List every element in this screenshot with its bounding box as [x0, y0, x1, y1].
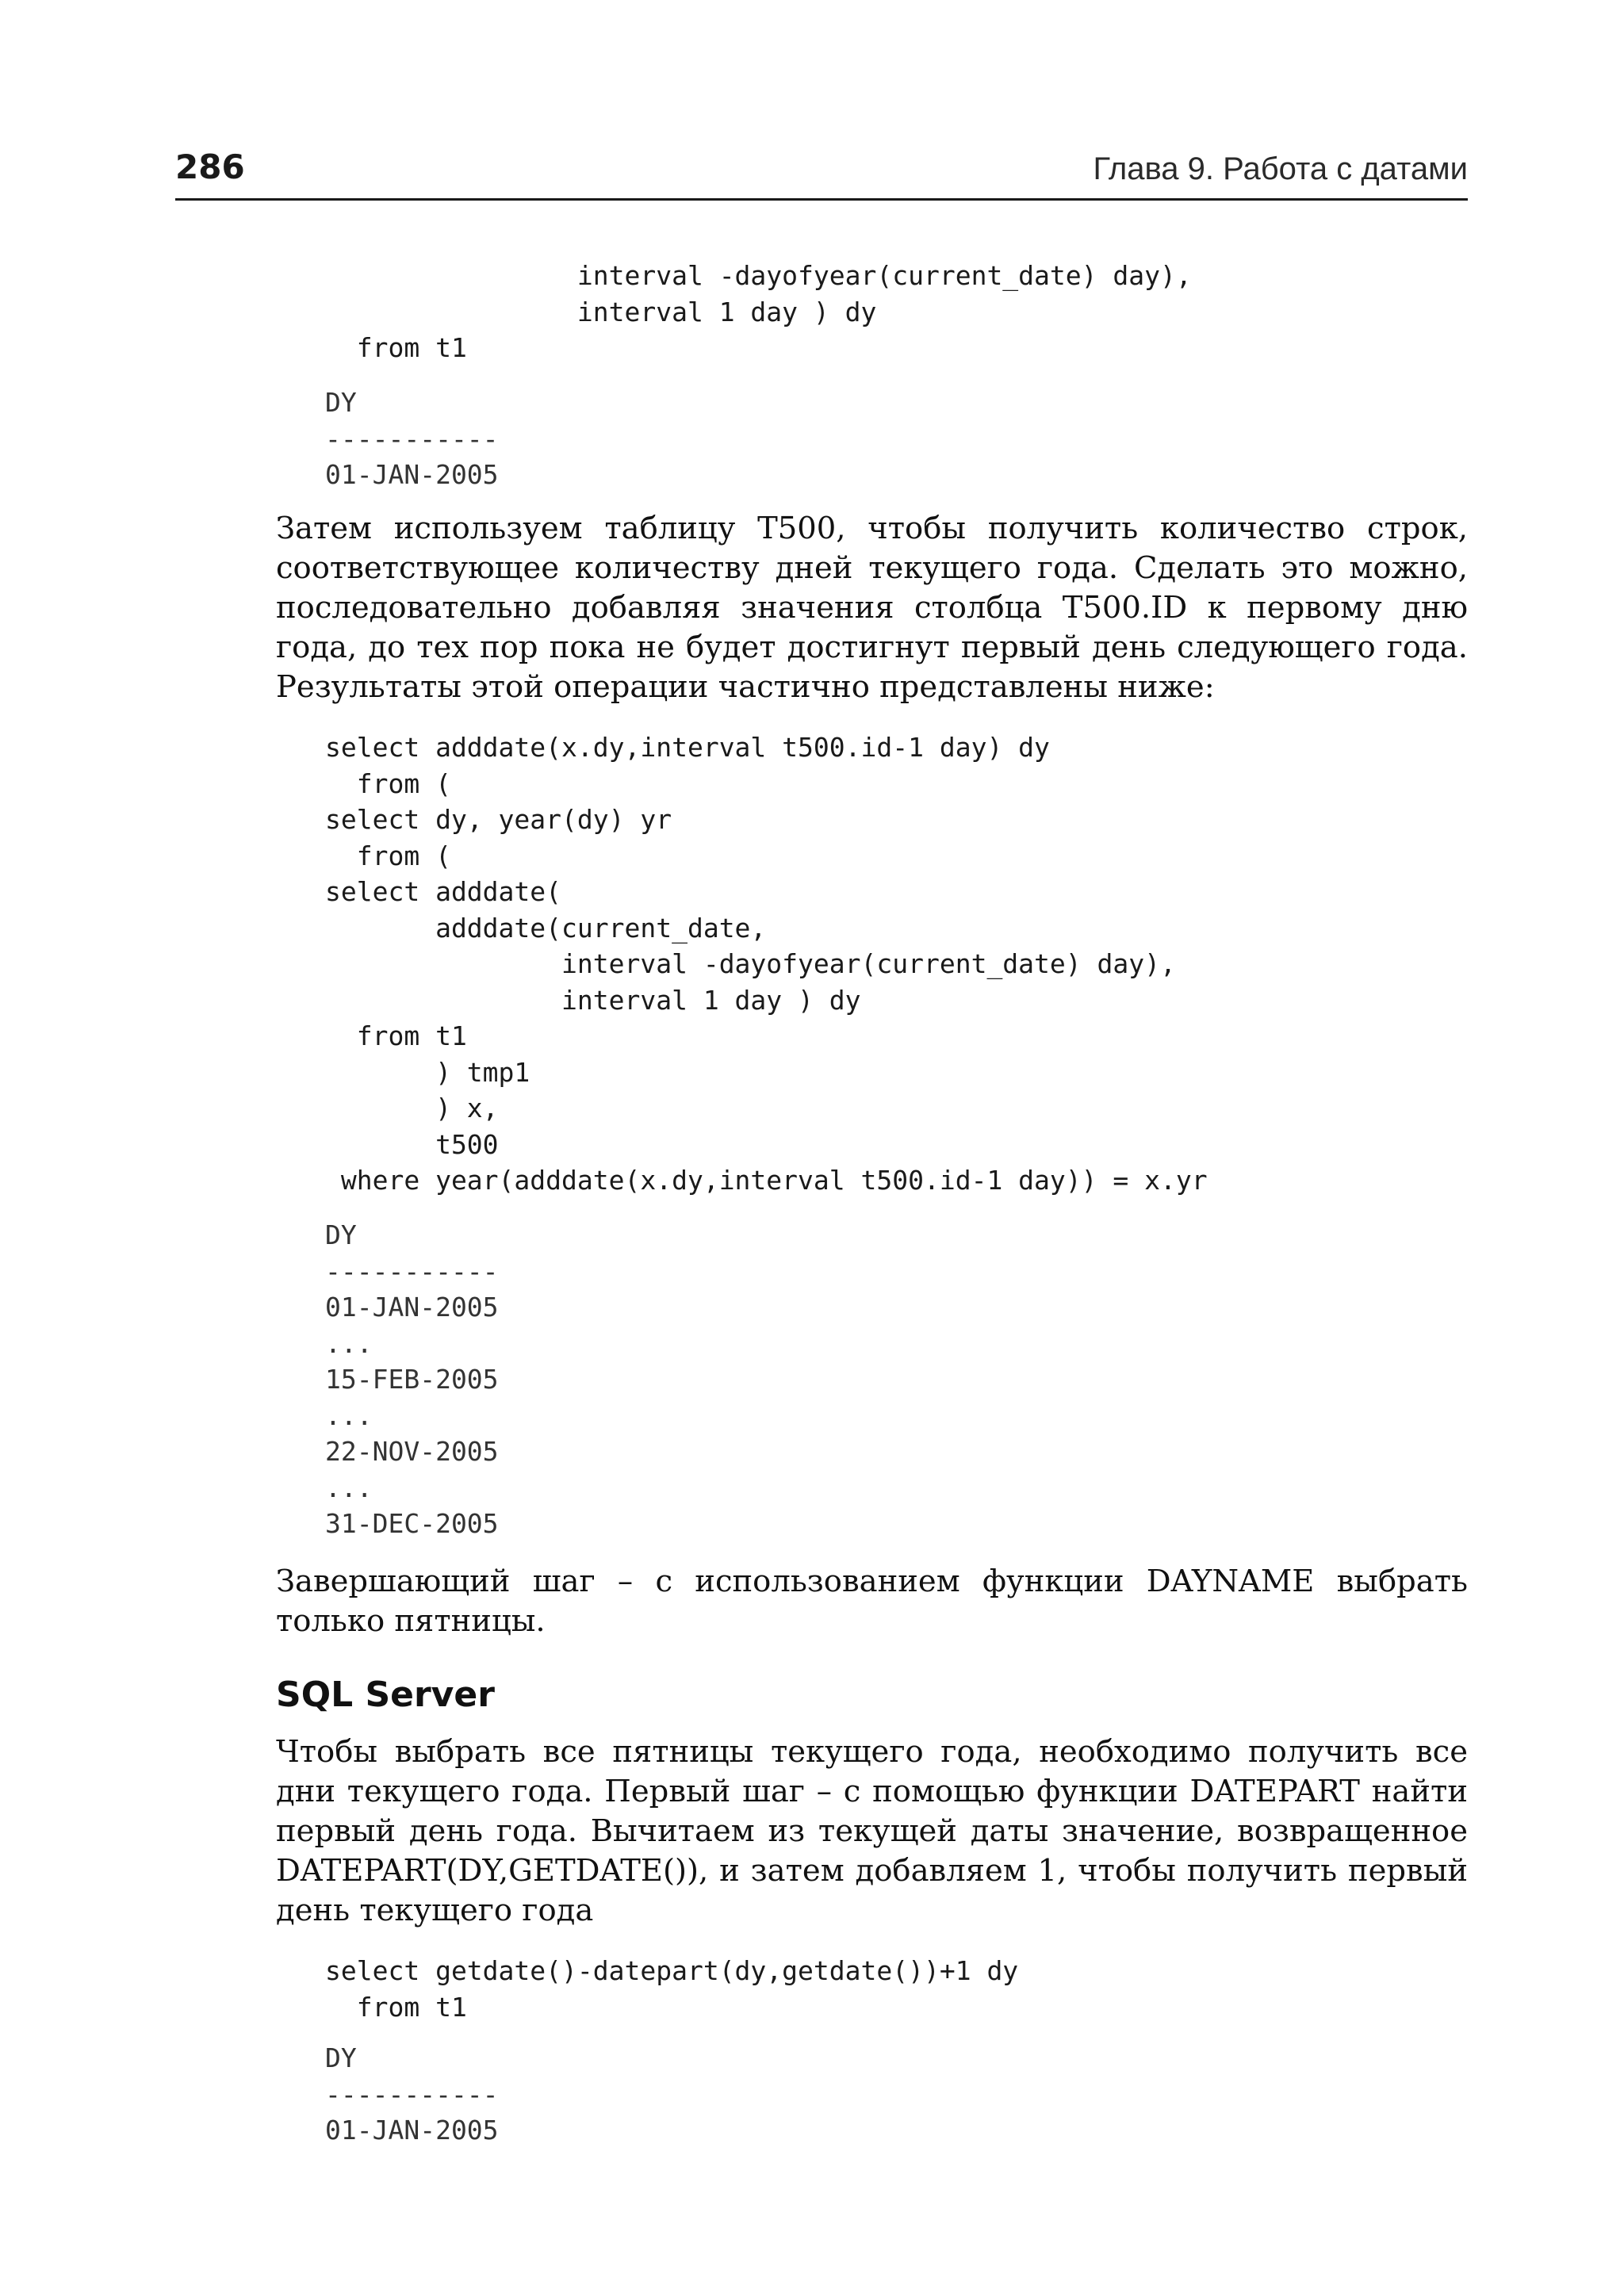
paragraph-2: Завершающий шаг – с использованием функции DAYNAME выбрать только пятницы.	[276, 1564, 1468, 1639]
running-header	[175, 147, 1468, 201]
section-heading: SQL Server	[276, 1675, 495, 1715]
paragraph-1: Затем используем таблицу T500, чтобы получить количество строк, соответствующее количеству дней текущего года. Сделать это можно, последовательно добавляя значения столбца T500.ID к первому дню года, до тех пор пока не будет достигнут первый день следующего года. Результаты этой операции частично представлены ниже:	[276, 511, 1468, 705]
page-number: 286	[175, 147, 245, 186]
query-output-1: DY ----------- 01-JAN-2005	[325, 387, 499, 490]
chapter-title: Глава 9. Работа с датами	[1093, 151, 1468, 186]
code-block-3: select getdate()-datepart(dy,getdate())+1 dy from t1	[325, 1955, 1019, 2023]
code-block-2: select adddate(x.dy,interval t500.id-1 day) dy from ( select dy, year(dy) yr from ( select adddate( adddate(current_date, interval -dayofyear(current_date) day), interval 1 day ) dy from t1 ) tmp1 ) x, t500 where year(adddate(x.dy,interval t500.id-1 day)) = x.yr	[325, 732, 1208, 1196]
code-block-1: interval -dayofyear(current_date) day), interval 1 day ) dy from t1	[356, 260, 1192, 363]
paragraph-3: Чтобы выбрать все пятницы текущего года, необходимо получить все дни текущего года. Первый шаг – с помощью функции DATEPART найти первый день года. Вычитаем из текущей даты значение, возвращенное DATEPART(DY,GETDATE()), и затем добавляем 1, чтобы получить первый день текущего года	[276, 1734, 1468, 1928]
query-output-2: DY ----------- 01-JAN-2005 ... 15-FEB-2005 ... 22-NOV-2005 ... 31-DEC-2005	[325, 1219, 499, 1539]
query-output-3: DY ----------- 01-JAN-2005	[325, 2042, 499, 2146]
